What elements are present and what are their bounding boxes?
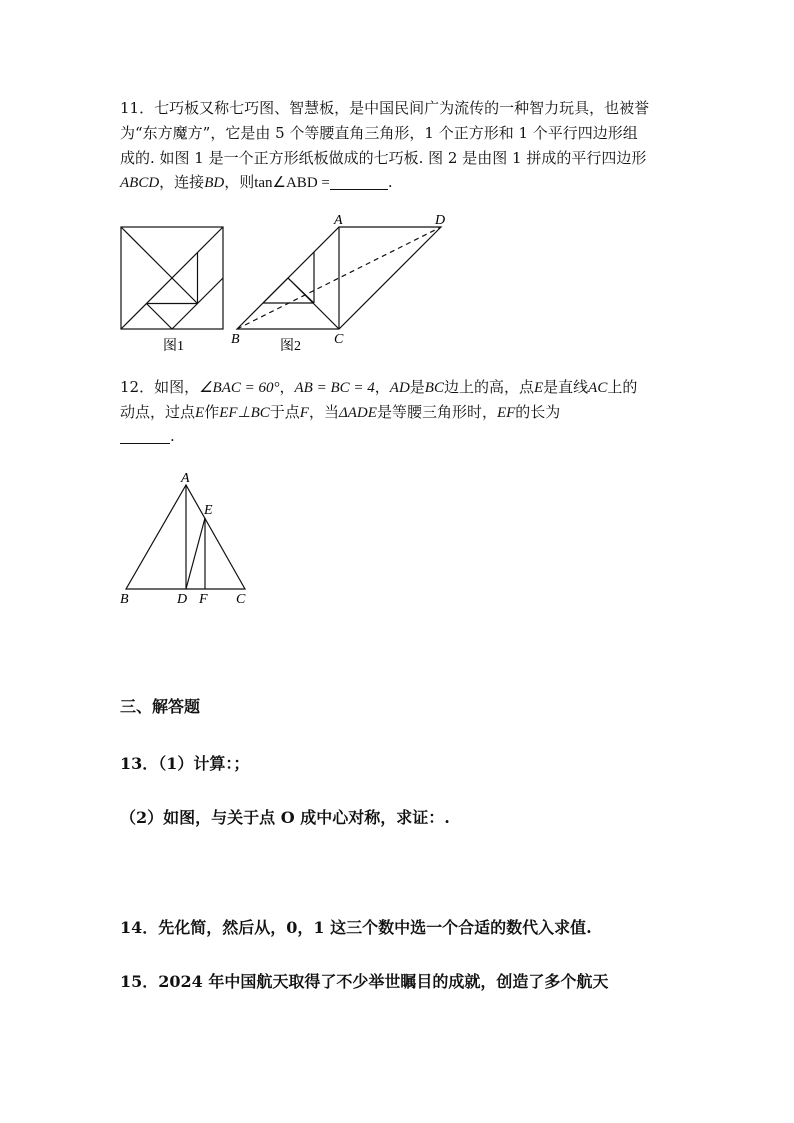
perpendicular-ef-bc: EF⊥BC xyxy=(219,405,270,421)
segment-de xyxy=(186,518,205,589)
q12-text: 是 xyxy=(409,378,425,396)
q13-part1: 13．（1）计算：； xyxy=(120,754,250,773)
q12-label-b: B xyxy=(120,592,129,607)
q12-period: . xyxy=(170,427,175,445)
fig2-cut-3 xyxy=(288,278,314,303)
q11-period: . xyxy=(387,173,393,191)
answer-blank-q12 xyxy=(120,427,170,444)
fig2-label-a: A xyxy=(334,213,343,228)
q12-sep: ， xyxy=(279,378,295,396)
angle-bac-condition: ∠BAC = 60° xyxy=(199,380,280,396)
var-e: E xyxy=(195,405,205,421)
ab-bc-condition: AB = BC = 4 xyxy=(294,380,375,396)
var-bc: BC xyxy=(424,380,444,396)
q14-text: 14．先化简，然后从，0，1 这三个数中选一个合适的数代入求值. xyxy=(120,918,592,937)
q12-text: 作 xyxy=(204,403,220,421)
q12-text: 动点，过点 xyxy=(120,403,196,421)
tangram-figure-1 xyxy=(121,227,223,329)
fig2-label-c: C xyxy=(334,332,344,347)
q12-intro: 12．如图， xyxy=(120,378,200,396)
q15-text: 15．2024 年中国航天取得了不少举世瞩目的成就，创造了多个航天 xyxy=(120,972,609,991)
fig2-label-b: B xyxy=(231,332,240,347)
q12-text: 于点 xyxy=(269,403,300,421)
var-ef: EF xyxy=(496,405,516,421)
q12-sep: ， xyxy=(374,378,390,396)
q12-label-a: A xyxy=(181,471,190,486)
var-bd: BD xyxy=(204,175,225,191)
q13-part2: （2）如图，与关于点 O 成中心对称，求证：. xyxy=(120,808,450,827)
var-ac: AC xyxy=(588,380,608,396)
q11-line3: 成的. 如图 1 是一个正方形纸板做成的七巧板. 图 2 是由图 1 拼成的平行四边形 xyxy=(120,149,647,167)
triangle-figure-q12 xyxy=(126,485,245,589)
q12-label-c: C xyxy=(236,592,246,607)
tangram-diagonal-left xyxy=(121,227,172,278)
fig1-caption: 图1 xyxy=(163,339,184,354)
q11-line2: 为“东方魔方”，它是由 5 个等腰直角三角形，1 个正方形和 1 个平行四边形组 xyxy=(120,124,638,142)
q11-line1: 11．七巧板又称七巧图、智慧板，是中国民间广为流传的一种智力玩具，也被誉 xyxy=(120,99,650,117)
var-f: F xyxy=(299,405,309,421)
q12-text: 是直线 xyxy=(543,378,589,396)
tan-expression: tan∠ABD = xyxy=(254,175,330,191)
q12-line1 xyxy=(120,375,637,400)
parallelogram-figure-2 xyxy=(237,227,441,329)
q12-text: 边上的高，点 xyxy=(443,378,534,396)
var-e: E xyxy=(533,380,544,396)
fig2-label-d: D xyxy=(435,213,446,228)
q12-text: 的长为 xyxy=(515,403,561,421)
tangram-cut-square xyxy=(172,278,198,304)
q12-line2 xyxy=(120,400,560,425)
fig2-caption: 图2 xyxy=(280,339,301,354)
q12-text: ，当 xyxy=(308,403,339,421)
q12-label-f: F xyxy=(199,592,208,607)
q12-label-d: D xyxy=(177,592,188,607)
q12-line3 xyxy=(120,424,175,448)
q11-then-text: ，则 xyxy=(224,173,255,191)
q11-connect-text: ，连接 xyxy=(159,173,205,191)
q12-text: 是等腰三角形时， xyxy=(376,403,497,421)
tangram-cut-small-left xyxy=(147,304,173,330)
triangle-ade: ΔADE xyxy=(338,405,377,421)
fig2-cut-2 xyxy=(263,278,288,303)
q12-text: 上的 xyxy=(607,378,638,396)
q12-label-e: E xyxy=(204,503,213,518)
section-heading: 三、解答题 xyxy=(120,697,201,716)
var-abcd: ABCD xyxy=(120,175,160,191)
var-ad: AD xyxy=(389,380,410,396)
